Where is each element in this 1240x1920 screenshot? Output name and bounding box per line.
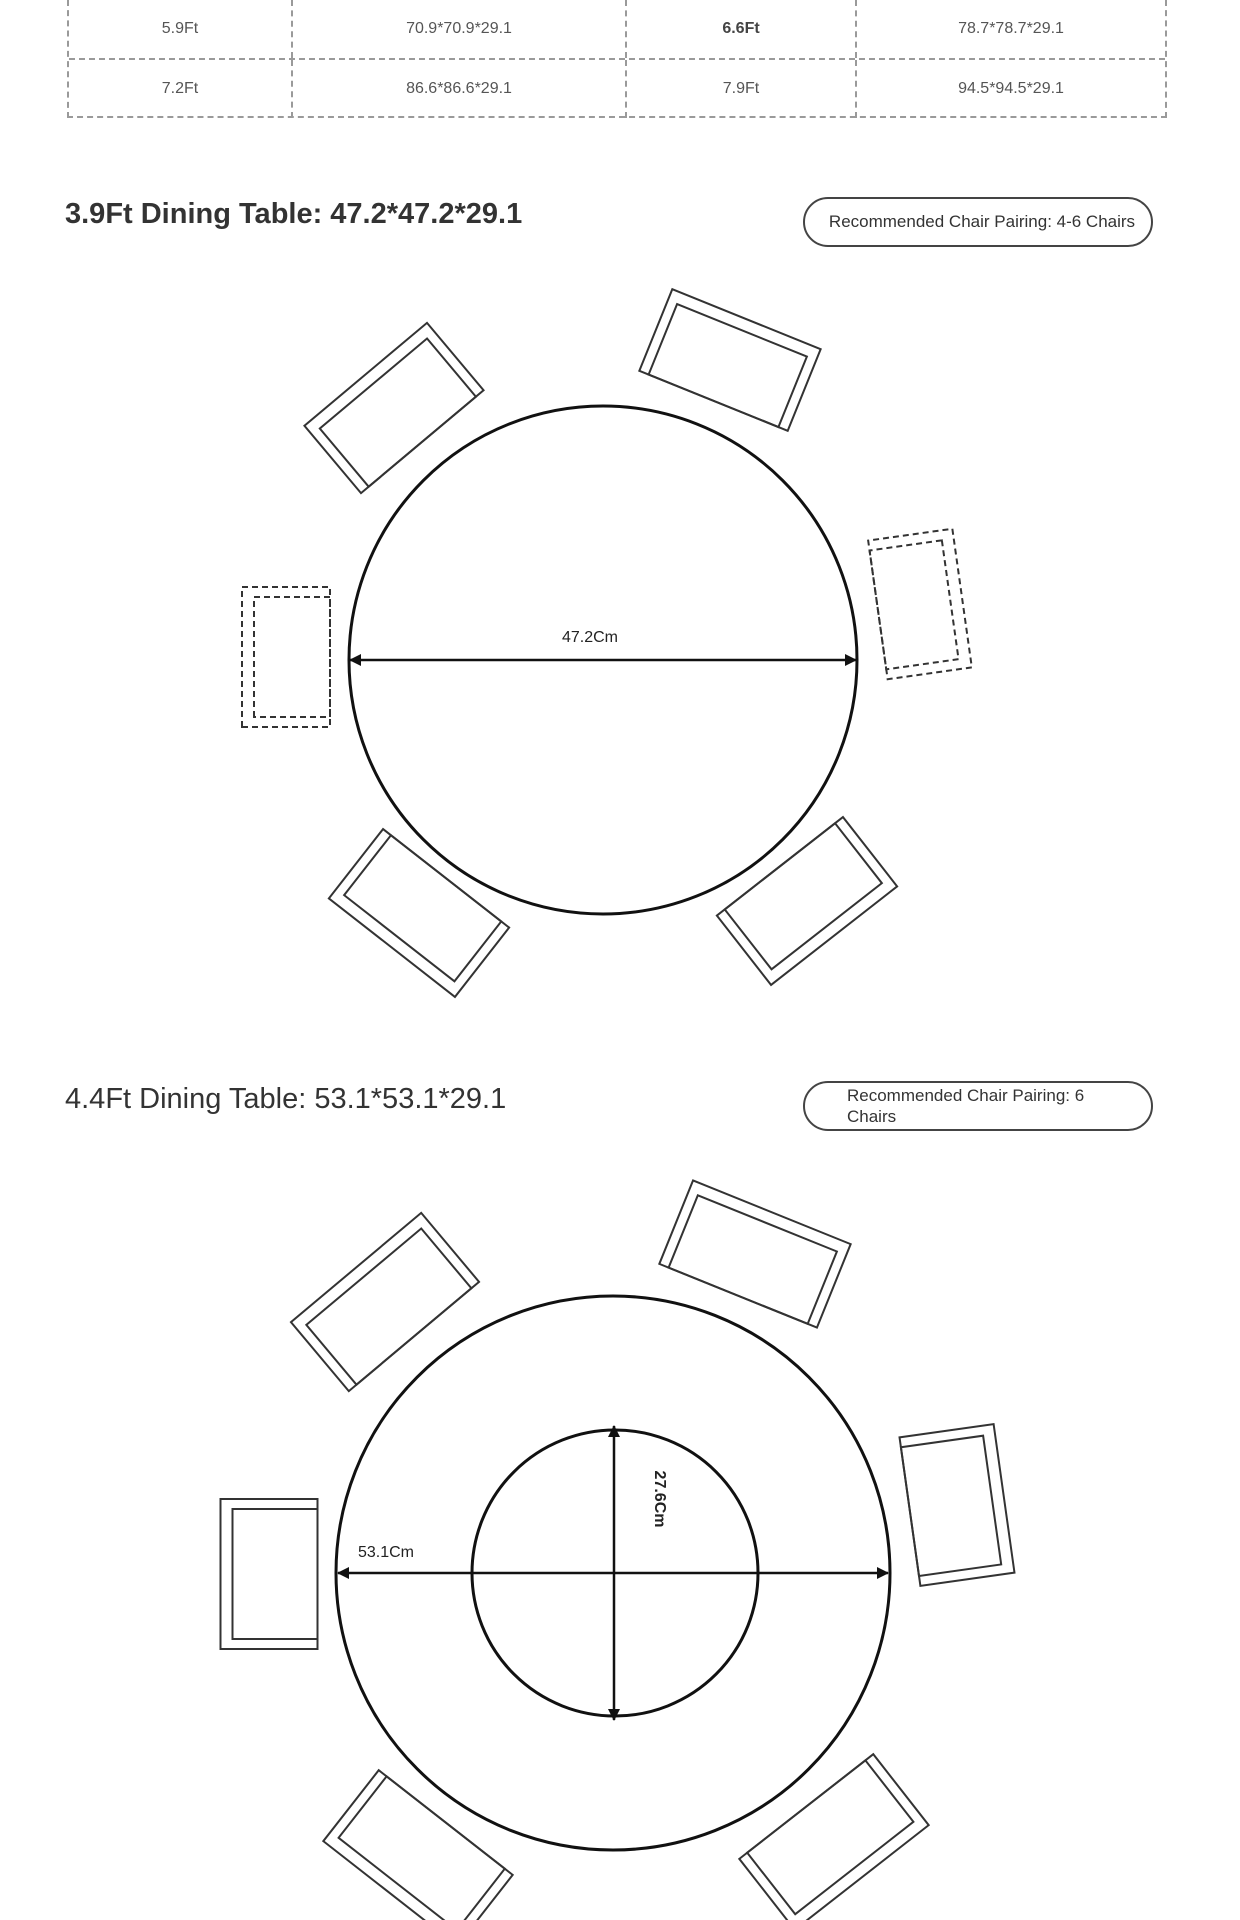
- table-cell: 94.5*94.5*29.1: [855, 60, 1165, 118]
- chair: [739, 1754, 928, 1920]
- chair: [291, 1213, 479, 1391]
- table-diagram: [0, 265, 1240, 1035]
- table-cell: 7.9Ft: [625, 60, 855, 118]
- inner-diameter-label: 27.6Cm: [651, 1470, 668, 1528]
- chair: [900, 1424, 1015, 1586]
- section-title: 3.9Ft Dining Table: 47.2*47.2*29.1: [65, 198, 523, 230]
- chair-pairing-text: Recommended Chair Pairing: 6 Chairs: [847, 1086, 1085, 1126]
- chair: [639, 289, 820, 431]
- chair-pairing-badge: [803, 197, 1153, 247]
- diameter-label: 53.1Cm: [357, 1544, 415, 1561]
- table-row: [69, 0, 1165, 58]
- optional-chair: [242, 587, 330, 727]
- chair: [221, 1499, 318, 1649]
- optional-chair: [868, 529, 972, 679]
- chair: [304, 323, 483, 493]
- diameter-label: 47.2Cm: [561, 629, 619, 646]
- section-title: 4.4Ft Dining Table: 53.1*53.1*29.1: [65, 1083, 507, 1115]
- chair-pairing-text: Recommended Chair Pairing: 4-6 Chairs: [828, 212, 1136, 231]
- chair-pairing-badge: [803, 1081, 1153, 1131]
- table-row: [69, 58, 1165, 118]
- table-cell: 70.9*70.9*29.1: [291, 0, 625, 58]
- table-cell: 5.9Ft: [161, 20, 199, 37]
- table-cell: 7.2Ft: [161, 80, 199, 97]
- chair: [323, 1770, 512, 1920]
- chair: [329, 829, 509, 997]
- table-diagram: [0, 1130, 1240, 1920]
- table-cell: 86.6*86.6*29.1: [291, 60, 625, 118]
- chair: [717, 817, 897, 985]
- table-cell: 6.6Ft: [625, 0, 855, 58]
- size-table: [67, 0, 1167, 118]
- chairs-group: [221, 1180, 1015, 1920]
- table-cell: 78.7*78.7*29.1: [855, 0, 1165, 58]
